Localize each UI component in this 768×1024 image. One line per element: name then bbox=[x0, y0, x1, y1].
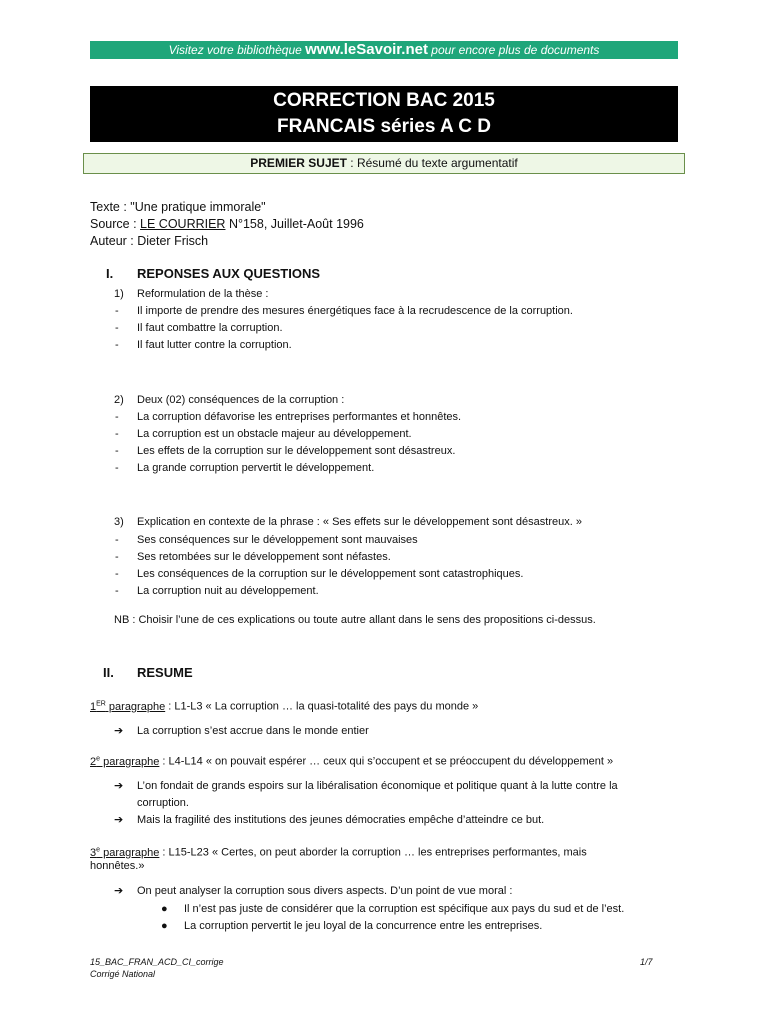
q2-dash: - bbox=[115, 428, 119, 440]
paragraph-3-ref-cont: honnêtes.» bbox=[90, 860, 145, 872]
q2-text: Deux (02) conséquences de la corruption : bbox=[137, 394, 345, 406]
paragraph-1-ref: : L1-L3 « La corruption … la quasi-totalité des pays du monde » bbox=[165, 700, 479, 713]
q1-item: Il importe de prendre des mesures énergétiques face à la recrudescence de la corruption. bbox=[137, 305, 573, 317]
meta-source-pre: Source : bbox=[90, 217, 141, 231]
footer-page: 1/7 bbox=[640, 957, 653, 967]
banner-site-link[interactable]: www.leSavoir.net bbox=[305, 41, 428, 58]
q1-item: Il faut lutter contre la corruption. bbox=[137, 339, 292, 351]
q2-dash: - bbox=[115, 411, 119, 423]
paragraph-3-label bbox=[90, 847, 159, 859]
paragraph-3-summary: On peut analyser la corruption sous divers aspects. D’un point de vue moral : bbox=[137, 885, 513, 897]
q3-text: Explication en contexte de la phrase : « Ses effets sur le développement sont désastreux. » bbox=[137, 516, 582, 528]
paragraph-2-label bbox=[90, 756, 159, 768]
paragraph-2-summary-1-cont: corruption. bbox=[137, 797, 189, 809]
paragraph-3-line bbox=[90, 842, 587, 861]
footer-code: 15_BAC_FRAN_ACD_CI_corrige bbox=[90, 957, 224, 967]
paragraph-1-word: paragraphe bbox=[105, 700, 166, 713]
q1-item: Il faut combattre la corruption. bbox=[137, 322, 283, 334]
q2-dash: - bbox=[115, 445, 119, 457]
meta-texte: Texte : "Une pratique immorale" bbox=[90, 200, 266, 214]
q2-item: Les effets de la corruption sur le développement sont désastreux. bbox=[137, 445, 456, 457]
meta-source bbox=[90, 216, 364, 232]
paragraph-2-word: paragraphe bbox=[100, 755, 160, 768]
section-2-title: RESUME bbox=[137, 665, 193, 680]
paragraph-3-num: 3 bbox=[90, 846, 97, 859]
q3-dash: - bbox=[115, 568, 119, 580]
banner-text-pre: Visitez votre bibliothèque bbox=[168, 43, 306, 57]
q3-number: 3) bbox=[114, 516, 124, 528]
q3-dash: - bbox=[115, 534, 119, 546]
paragraph-1-line bbox=[90, 696, 478, 715]
q3-item: Ses conséquences sur le développement sont mauvaises bbox=[137, 534, 418, 546]
section-1-number: I. bbox=[106, 266, 114, 281]
paragraph-1-summary: La corruption s’est accrue dans le monde entier bbox=[137, 725, 369, 737]
q2-number: 2) bbox=[114, 394, 124, 406]
paragraph-1-num: 1 bbox=[90, 700, 97, 713]
q2-item: La corruption est un obstacle majeur au développement. bbox=[137, 428, 412, 440]
footer-org: Corrigé National bbox=[90, 969, 156, 979]
nb-note: NB : Choisir l’une de ces explications ou toute autre allant dans le sens des propositions ci-dessus. bbox=[114, 614, 596, 626]
q3-item: Ses retombées sur le développement sont néfastes. bbox=[137, 551, 391, 563]
q1-dash: - bbox=[115, 305, 119, 317]
q3-item: Les conséquences de la corruption sur le développement sont catastrophiques. bbox=[137, 568, 524, 580]
paragraph-2-ref: : L4-L14 « on pouvait espérer … ceux qui s’occupent et se préoccupent du développement » bbox=[159, 755, 614, 768]
arrow-icon: ➔ bbox=[114, 780, 124, 792]
section-1-title: REPONSES AUX QUESTIONS bbox=[137, 266, 320, 281]
paragraph-1-label bbox=[90, 701, 165, 713]
paragraph-3-word: paragraphe bbox=[100, 846, 160, 859]
q3-dash: - bbox=[115, 585, 119, 597]
q2-item: La corruption défavorise les entreprises performantes et honnêtes. bbox=[137, 411, 462, 423]
title-box bbox=[90, 86, 678, 142]
subject-box bbox=[83, 153, 685, 174]
arrow-icon: ➔ bbox=[114, 725, 124, 737]
arrow-icon: ➔ bbox=[114, 814, 124, 826]
top-banner bbox=[90, 41, 678, 59]
meta-source-post: N°158, Juillet-Août 1996 bbox=[225, 217, 364, 231]
paragraph-2-num: 2 bbox=[90, 755, 97, 768]
paragraph-2-line bbox=[90, 751, 613, 770]
q1-text: Reformulation de la thèse : bbox=[137, 288, 269, 300]
paragraph-2-sup: e bbox=[96, 755, 101, 762]
q2-item: La grande corruption pervertit le développement. bbox=[137, 462, 375, 474]
banner-text-post: pour encore plus de documents bbox=[427, 43, 600, 57]
paragraph-3-ref: : L15-L23 « Certes, on peut aborder la corruption … les entreprises performantes, mais bbox=[159, 846, 587, 859]
title-line-2: FRANCAIS séries A C D bbox=[277, 116, 491, 137]
q3-dash: - bbox=[115, 551, 119, 563]
subject-label: PREMIER SUJET bbox=[250, 156, 347, 170]
paragraph-1-sup: ER bbox=[96, 700, 106, 707]
q3-item: La corruption nuit au développement. bbox=[137, 585, 319, 597]
q1-dash: - bbox=[115, 339, 119, 351]
q2-dash: - bbox=[115, 462, 119, 474]
meta-source-publication: LE COURRIER bbox=[140, 217, 226, 231]
bullet-icon: ● bbox=[161, 903, 168, 915]
subject-text: : Résumé du texte argumentatif bbox=[346, 156, 518, 170]
paragraph-3-sup: e bbox=[96, 846, 101, 853]
bullet-icon: ● bbox=[161, 920, 168, 932]
arrow-icon: ➔ bbox=[114, 885, 124, 897]
paragraph-3-bullet: La corruption pervertit le jeu loyal de la concurrence entre les entreprises. bbox=[184, 920, 543, 932]
paragraph-3-bullet: Il n’est pas juste de considérer que la corruption est spécifique aux pays du sud et de l’est. bbox=[184, 903, 625, 915]
q1-dash: - bbox=[115, 322, 119, 334]
paragraph-2-summary-2: Mais la fragilité des institutions des jeunes démocraties empêche d’atteindre ce but. bbox=[137, 814, 545, 826]
title-line-1: CORRECTION BAC 2015 bbox=[273, 90, 495, 111]
paragraph-2-summary-1: L’on fondait de grands espoirs sur la libéralisation économique et politique quant à la lutte contre la bbox=[137, 780, 618, 792]
section-2-number: II. bbox=[103, 665, 114, 680]
meta-auteur: Auteur : Dieter Frisch bbox=[90, 234, 209, 248]
q1-number: 1) bbox=[114, 288, 124, 300]
